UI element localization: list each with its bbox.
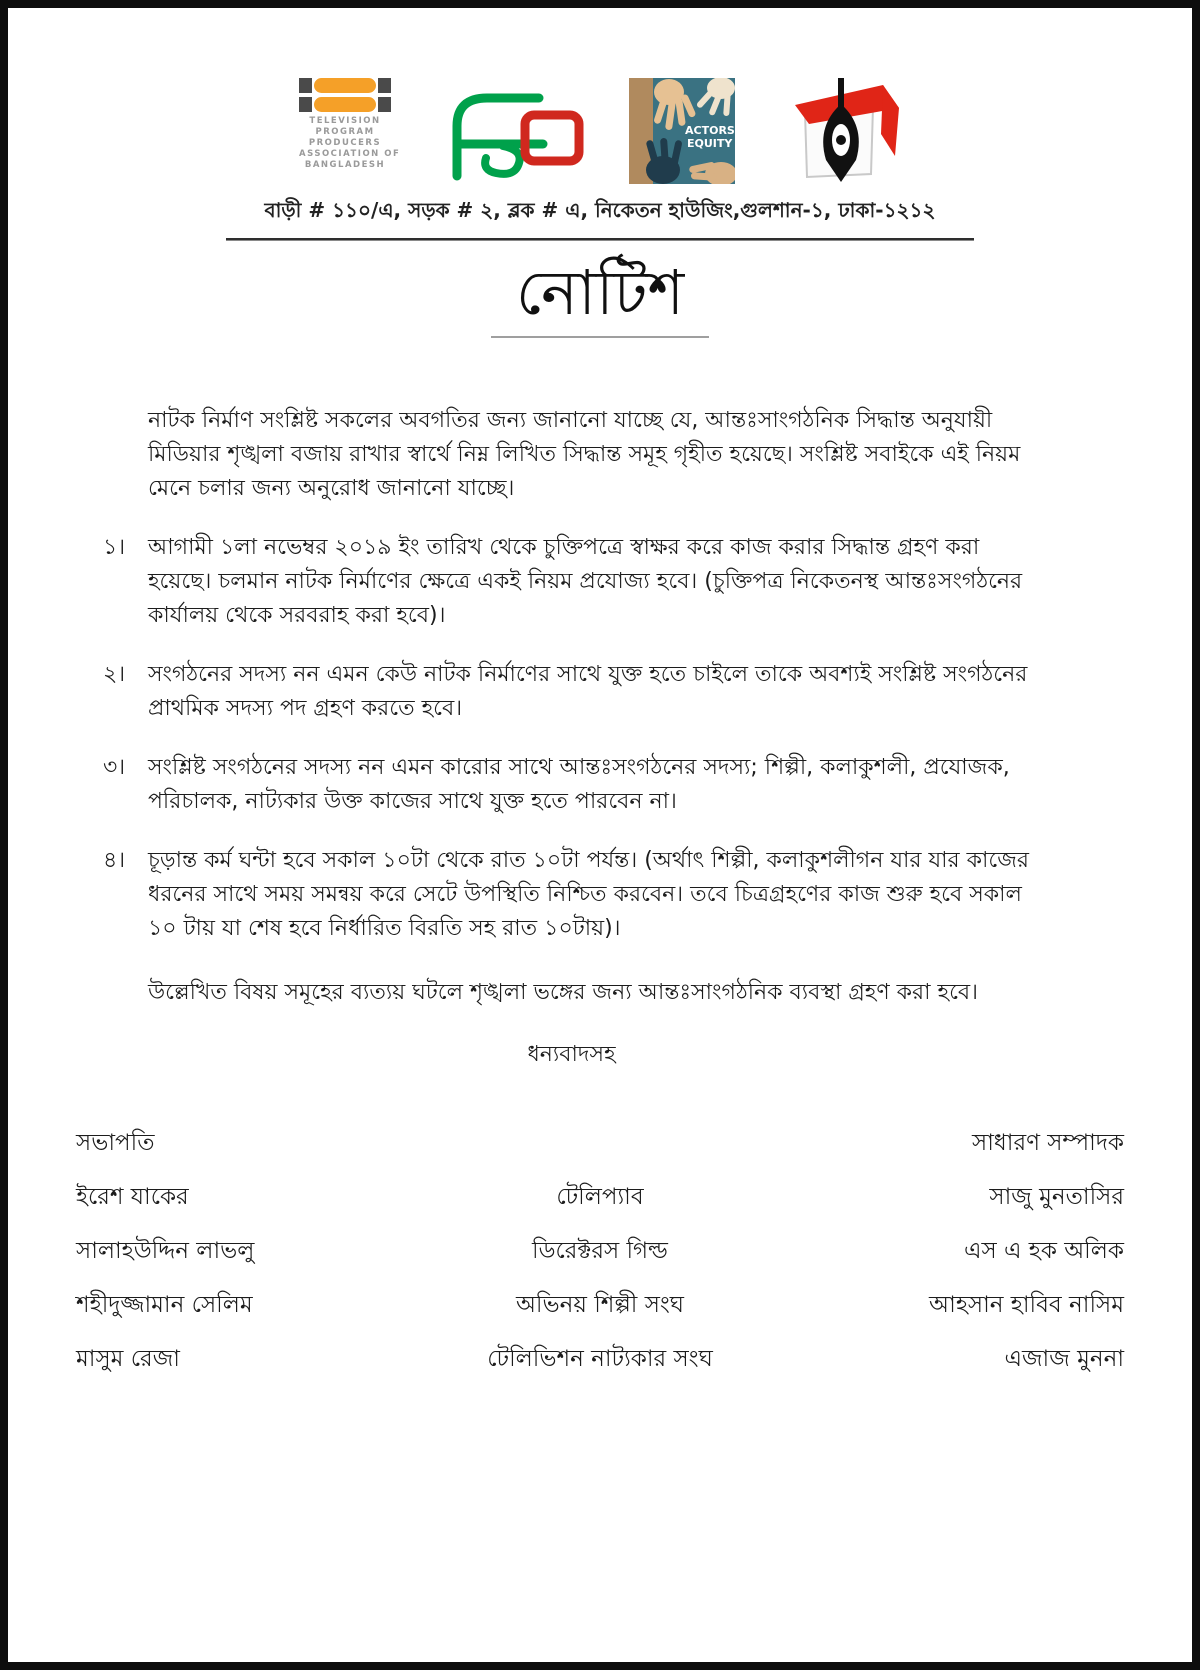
notice-item-4 [103,844,1040,946]
actors-equity-icon [629,78,735,184]
president-name: সালাহউদ্দিন লাভলু [76,1238,255,1265]
general-secretary-header: সাধারণ সম্পাদক [972,1130,1124,1157]
item-text: সংশ্লিষ্ট সংগঠনের সদস্য নন এমন কারোর সাথে আন্তঃসংগঠনের সদস্য; শিল্পী, কলাকুশলী, প্রযোজক, পরিচালক, নাট্যকার উক্ত কাজের সাথে যুক্ত হতে পারবেন না। [148,755,1010,815]
organization-name: ডিরেক্টরস গিল্ড [532,1238,668,1265]
header-divider [226,238,974,241]
item-number: ৩। [103,755,126,781]
tppab-bar-top [299,78,391,93]
directors-guild-icon [435,78,585,186]
secretary-name: এস এ হক অলিক [963,1238,1124,1265]
notice-body [8,338,1192,1072]
page-title: নোটিশ [515,256,685,329]
secretary-name: এজাজ মুননা [1004,1346,1124,1373]
intro-paragraph: নাটক নির্মাণ সংশ্লিষ্ট সকলের অবগতির জন্য জানানো যাচ্ছে যে, আন্তঃসাংগঠনিক সিদ্ধান্ত অনুযায়ী মিডিয়ার শৃঙ্খলা বজায় রাখার স্বার্থে নিম্ন লিখিত সিদ্ধান্ত সমূহ গৃহীত হয়েছে। সংশ্লিষ্ট সবাইকে এই নিয়ম মেনে চলার জন্য অনুরোধ জানানো যাচ্ছে। [148,408,1021,502]
president-name: শহীদুজ্জামান সেলিম [76,1292,253,1319]
actors-equity-text1: ACTORS [685,124,735,137]
tppab-bar-bottom [299,97,391,112]
secretary-name: আহসান হাবিব নাসিম [928,1292,1124,1319]
tppab-line: ASSOCIATION OF [299,149,401,159]
thanks-line: ধন্যবাদসহ [527,1042,616,1068]
item-text: সংগঠনের সদস্য নন এমন কেউ নাটক নির্মাণের সাথে যুক্ত হতে চাইলে তাকে অবশ্যই সংশ্লিষ্ট সংগঠনের প্রাথমিক সদস্য পদ গ্রহণ করতে হবে। [148,662,1028,722]
document-header [8,8,1192,338]
president-name: মাসুম রেজা [76,1346,180,1373]
organization-name: টেলিপ্যাব [556,1184,644,1211]
tppab-line: PROGRAM [315,127,375,137]
actors-equity-logo [629,78,735,188]
item-number: ১। [103,535,126,561]
item-number: ৪। [103,848,126,874]
notice-item-1 [103,531,1040,633]
item-number: ২। [103,662,126,688]
tppab-line: BANGLADESH [304,160,386,170]
tppab-logo-text [299,116,401,171]
organization-name: টেলিভিশন নাট্যকার সংঘ [487,1346,713,1373]
president-header: সভাপতি [76,1130,155,1157]
natyakar-sangha-icon [779,78,901,188]
tppab-line: PRODUCERS [308,138,382,148]
president-name: ইরেশ যাকের [76,1184,189,1211]
tppab-logo [299,78,401,171]
address-line: বাড়ী # ১১০/এ, সড়ক # ২, ব্লক # এ, নিকেতন হাউজিং,গুলশান-১, ঢাকা-১২১২ [264,198,936,222]
logo-row [8,78,1192,190]
directors-guild-logo [435,78,585,190]
item-text: চূড়ান্ত কর্ম ঘন্টা হবে সকাল ১০টা থেকে রাত ১০টা পর্যন্ত। (অর্থাৎ শিল্পী, কলাকুশলীগন যার যার কাজের ধরনের সাথে সময় সমন্বয় করে সেটে উপস্থিতি নিশ্চিত করবেন। তবে চিত্রগ্রহণের কাজ শুরু হবে সকাল ১০ টায় যা শেষ হবে নির্ধারিত বিরতি সহ রাত ১০টায়)। [148,848,1030,942]
notice-item-3 [103,751,1040,819]
natyakar-sangha-logo [779,78,901,192]
organization-name: অভিনয় শিল্পী সংঘ [515,1292,684,1319]
tppab-line: TELEVISION [309,116,381,126]
signature-section [8,1128,1192,1374]
notice-item-2 [103,658,1040,726]
actors-equity-text2: EQUITY [687,137,733,150]
secretary-name: সাজু মুনতাসির [989,1184,1124,1211]
item-text: আগামী ১লা নভেম্বর ২০১৯ ইং তারিখ থেকে চুক্তিপত্রে স্বাক্ষর করে কাজ করার সিদ্ধান্ত গ্রহণ করা হয়েছে। চলমান নাটক নির্মাণের ক্ষেত্রে একই নিয়ম প্রযোজ্য হবে। (চুক্তিপত্র নিকেতনস্থ আন্তঃসংগঠনের কার্যালয় থেকে সরবরাহ করা হবে)। [148,535,1023,629]
closing-paragraph: উল্লেখিত বিষয় সমূহের ব্যত্যয় ঘটলে শৃঙ্খলা ভঙ্গের জন্য আন্তঃসাংগঠনিক ব্যবস্থা গ্রহণ করা হবে। [148,980,979,1006]
